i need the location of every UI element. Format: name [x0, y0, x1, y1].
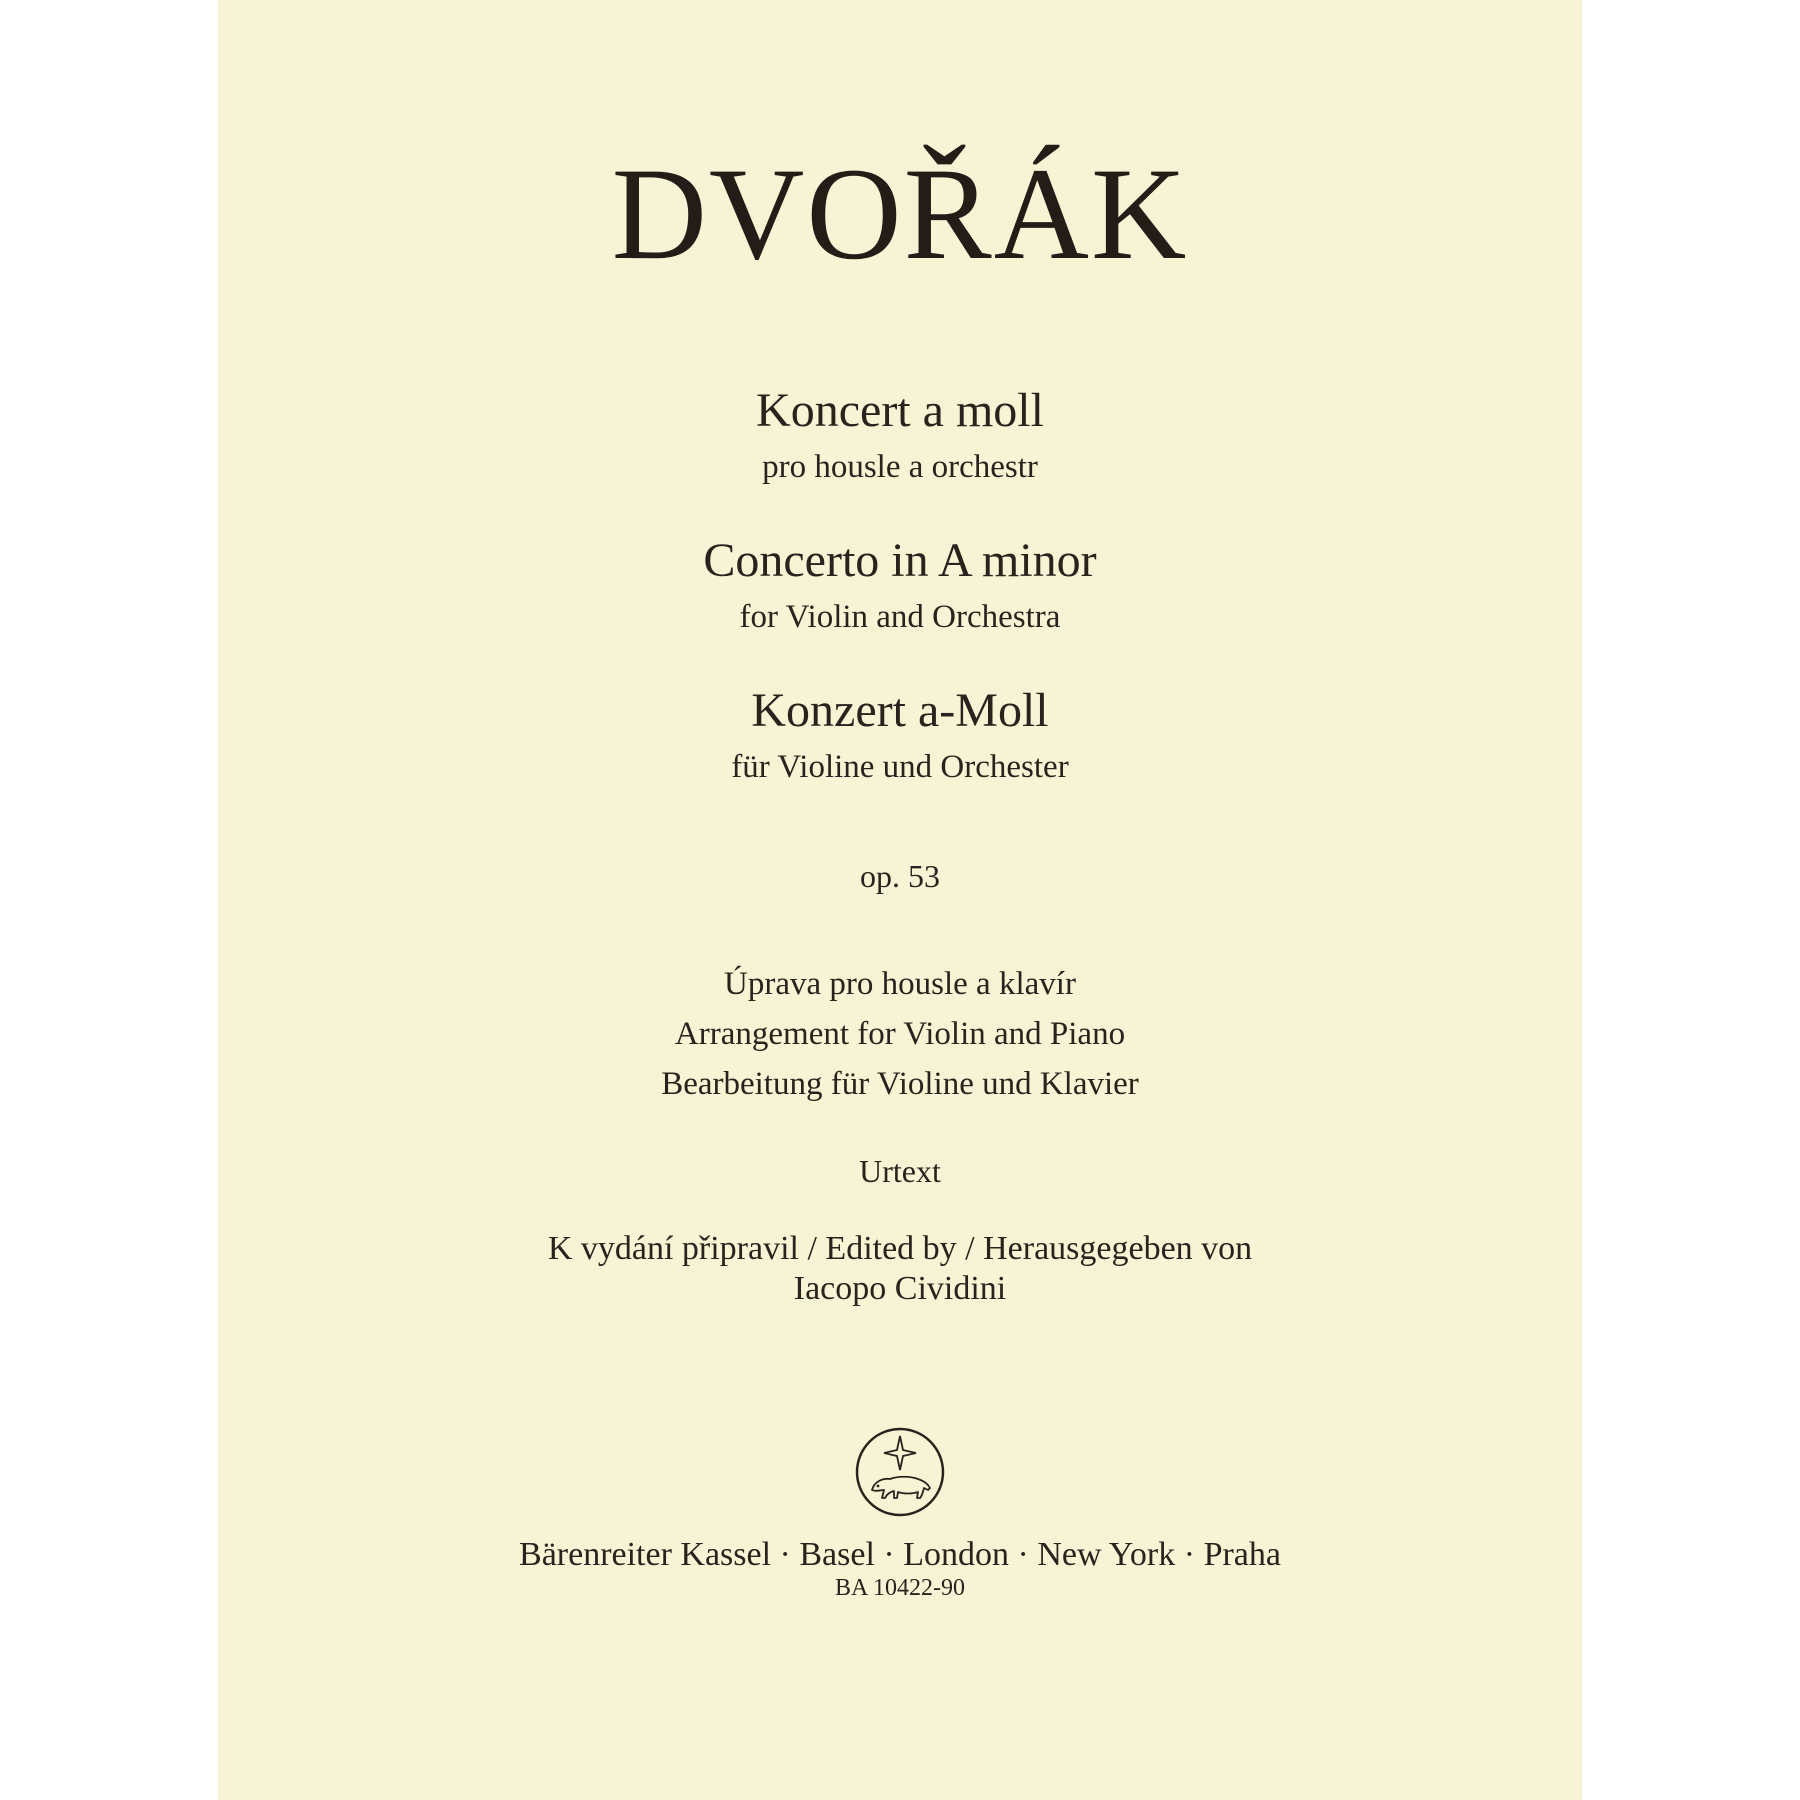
subtitle-german: für Violine und Orchester — [731, 749, 1069, 785]
arrangement-german: Bearbeitung für Violine und Klavier — [661, 1066, 1139, 1102]
catalog-number: BA 10422-90 — [834, 1575, 965, 1601]
title-english: Concerto in A minor — [703, 534, 1097, 587]
score-cover — [218, 0, 1582, 1800]
opus-number: op. 53 — [860, 858, 940, 894]
composer-name: DVOŘÁK — [611, 140, 1189, 287]
urtext-label: Urtext — [859, 1153, 941, 1189]
publisher-logo-icon — [854, 1426, 946, 1518]
title-czech: Koncert a moll — [756, 384, 1044, 437]
editor-credit: K vydání připravil / Edited by / Herausgegeben von — [547, 1230, 1253, 1267]
arrangement-czech: Úprava pro housle a klavír — [724, 966, 1076, 1002]
title-german: Konzert a-Moll — [751, 684, 1049, 737]
publisher-cities: Bärenreiter Kassel · Basel · London · New York · Praha — [519, 1536, 1281, 1573]
arrangement-english: Arrangement for Violin and Piano — [674, 1016, 1126, 1052]
subtitle-english: for Violin and Orchestra — [739, 599, 1061, 635]
editor-name: Iacopo Cividini — [793, 1270, 1007, 1307]
subtitle-czech: pro housle a orchestr — [762, 449, 1038, 485]
